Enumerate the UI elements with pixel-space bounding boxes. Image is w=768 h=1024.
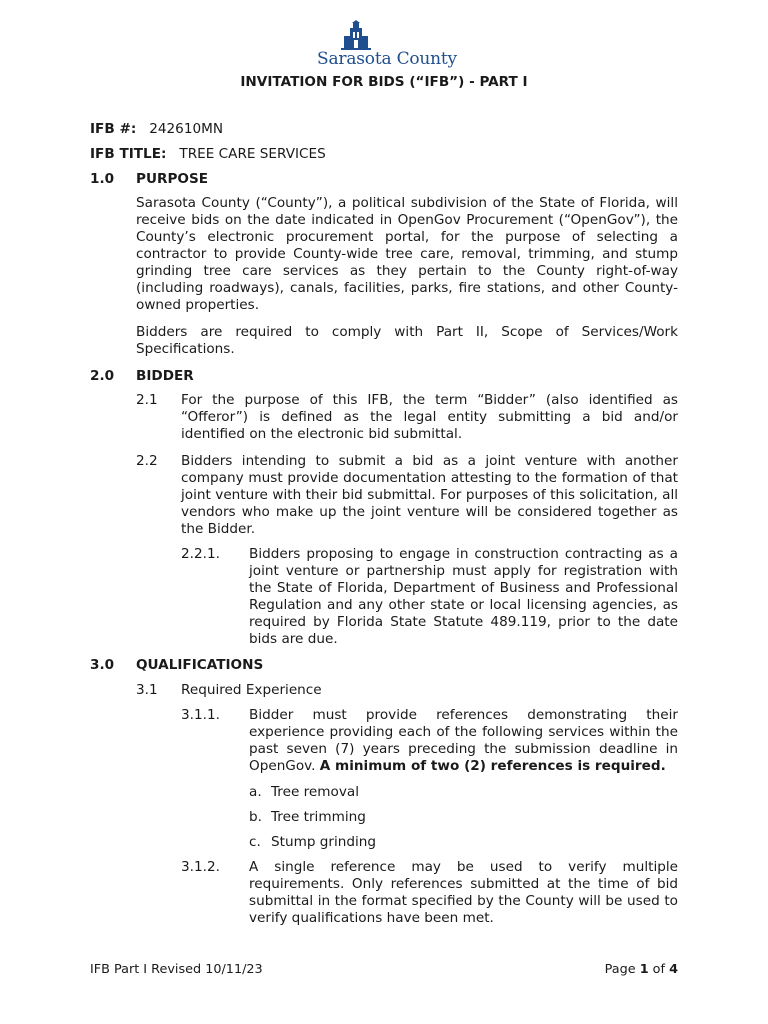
clause-2-1-text: For the purpose of this IFB, the term “Bidder” (also identified as “Offeror”) is defined as the legal entity submitting a bid and/or identified on the electronic bid submittal. xyxy=(181,392,678,442)
ifb-number-value: 242610MN xyxy=(149,121,224,137)
page-mid: of xyxy=(648,962,670,977)
clause-3-1-2-text: A single reference may be used to verify multiple requirements. Only references submitted at the time of bid submittal in the format specified by the County will be used to verify qualifications have been met. xyxy=(249,859,678,926)
clause-3-1-1-text-emphasis: A minimum of two (2) references is required. xyxy=(319,758,666,774)
clause-3-1-2-number: 3.1.2. xyxy=(181,859,220,875)
list-item-c-text: Stump grinding xyxy=(271,834,377,850)
ifb-number-row xyxy=(90,121,223,137)
ifb-title-value: TREE CARE SERVICES xyxy=(179,146,326,162)
page-current: 1 xyxy=(639,962,649,977)
clause-2-2-number: 2.2 xyxy=(136,453,158,469)
logo-text: Sarasota County xyxy=(317,49,457,69)
list-item-b-text: Tree trimming xyxy=(271,809,366,825)
section-1-number: 1.0 xyxy=(90,171,115,187)
list-item-a-marker: a. xyxy=(249,784,262,800)
document-title: INVITATION FOR BIDS (“IFB”) - PART I xyxy=(240,74,528,90)
clause-3-1-number: 3.1 xyxy=(136,682,158,698)
section-3-heading: QUALIFICATIONS xyxy=(136,657,264,673)
footer-revision: IFB Part I Revised 10/11/23 xyxy=(90,962,263,977)
clause-2-2-text: Bidders intending to submit a bid as a joint venture with another company must provide documentation attesting to the formation of that joint venture with their bid submittal. For purposes of this solicitation, all vendors who make up the joint venture will be considered together as the Bidder. xyxy=(181,453,678,537)
ifb-number-label: IFB #: xyxy=(90,121,137,137)
purpose-paragraph-2: Bidders are required to comply with Part II, Scope of Services/Work Specifications. xyxy=(136,324,678,357)
list-item-b-marker: b. xyxy=(249,809,262,825)
courthouse-icon xyxy=(338,20,374,50)
page-total: 4 xyxy=(669,962,678,977)
list-item-c-marker: c. xyxy=(249,834,261,850)
clause-3-1-1-number: 3.1.1. xyxy=(181,707,220,723)
sarasota-county-logo xyxy=(312,20,462,70)
ifb-title-row xyxy=(90,146,326,162)
clause-3-1-text: Required Experience xyxy=(181,682,322,698)
clause-2-1-number: 2.1 xyxy=(136,392,158,408)
clause-2-2-1-number: 2.2.1. xyxy=(181,546,220,562)
clause-3-1-1-text xyxy=(249,707,678,775)
section-2-number: 2.0 xyxy=(90,368,115,384)
section-3-number: 3.0 xyxy=(90,657,115,673)
section-1-heading: PURPOSE xyxy=(136,171,209,187)
ifb-title-label: IFB TITLE: xyxy=(90,146,167,162)
clause-2-2-1-text: Bidders proposing to engage in construction contracting as a joint venture or partnership must apply for registration with the State of Florida, Department of Business and Professional Regulation and any other state or local licensing agencies, as required by Florida State Statute 489.119, prior to the date bids are due. xyxy=(249,546,678,647)
purpose-paragraph-1: Sarasota County (“County”), a political subdivision of the State of Florida, will receive bids on the date indicated in OpenGov Procurement (“OpenGov”), the County’s electronic procurement portal, for the purpose of selecting a contractor to provide County-wide tree care, removal, trimming, and stump grinding tree care services as they pertain to the County right-of-way (including roadways), canals, facilities, parks, fire stations, and other County-owned properties. xyxy=(136,195,678,313)
footer-page-number xyxy=(605,962,678,977)
section-2-heading: BIDDER xyxy=(136,368,194,384)
clause-3-1-1-text-main: Bidder must provide references demonstrating their experience providing each of the following services within the past seven (7) years preceding the submission deadline in OpenGov. xyxy=(249,707,678,774)
page-prefix: Page xyxy=(604,962,640,977)
list-item-a-text: Tree removal xyxy=(271,784,360,800)
